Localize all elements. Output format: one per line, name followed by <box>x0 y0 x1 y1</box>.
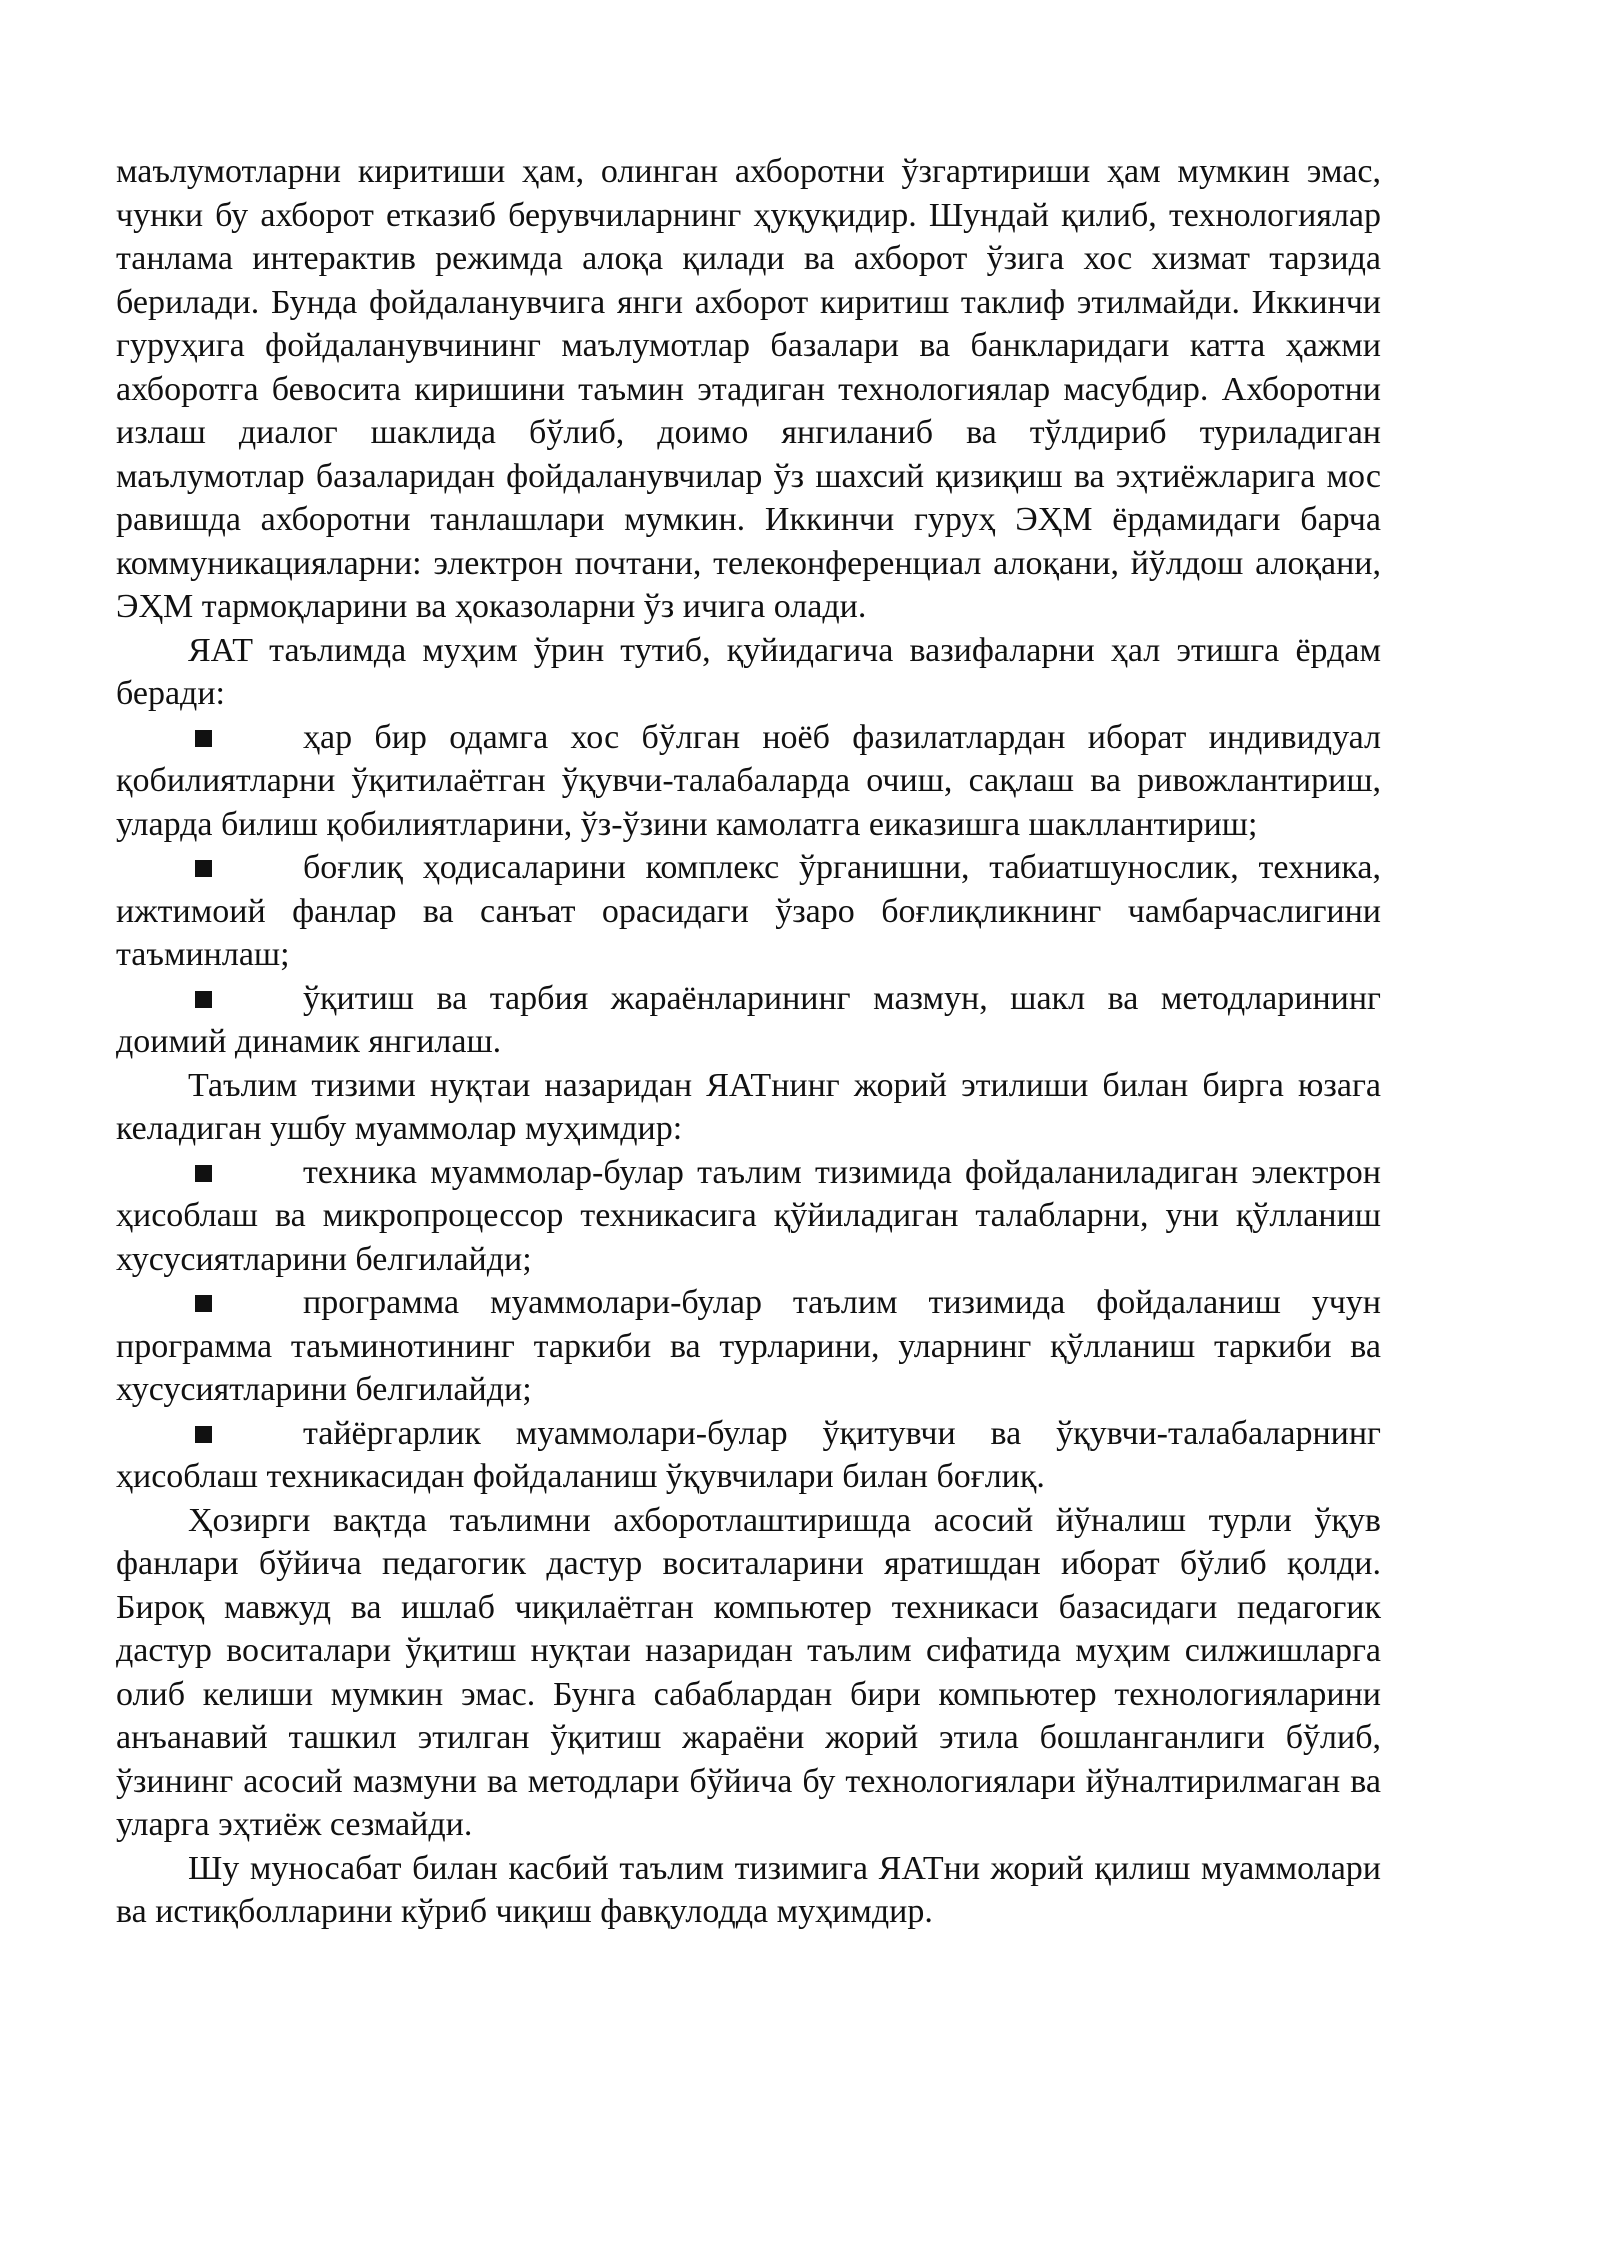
square-bullet-icon <box>195 860 212 877</box>
square-bullet-icon <box>195 1165 212 1182</box>
document-page <box>116 150 1381 1934</box>
paragraph-3: Таълим тизими нуқтаи назаридан ЯАТнинг жорий этилиши билан бирга юзага келадиган ушбу муаммолар муҳимдир: <box>116 1066 1381 1147</box>
bullet-item-2 <box>116 846 1381 977</box>
paragraph-1: маълумотларни киритиши ҳам, олинган ахборотни ўзгартириши ҳам мумкин эмас, чунки бу ахборот етказиб берувчиларнинг ҳуқуқидир. Шундай қилиб, технологиялар танлама интерактив режимда алоқа қилади ва ахборот ўзига хос хизмат тарзида берилади. Бунда фойдаланувчига янги ахборот киритиш таклиф этилмайди. Иккинчи гуруҳига фойдаланувчининг маълумотлар базалари ва банкларидаги катта ҳажми ахборотга бевосита киришини таъмин этадиган технологиялар масубдир. Ахборотни излаш диалог шаклида бўлиб, доимо янгиланиб ва тўлдириб туриладиган маълумотлар базаларидан фойдаланувчилар ўз шахсий қизиқиш ва эҳтиёжларига мос равишда ахборотни танлашлари мумкин. Иккинчи гуруҳ ЭҲМ ёрдамидаги барча коммуникацияларни: электрон почтани, телеконференциал алоқани, йўлдош алоқани, ЭҲМ тармоқларини ва ҳоказоларни ўз ичига олади. <box>116 153 1381 625</box>
paragraph-5: Шу муносабат билан касбий таълим тизимига ЯАТни жорий қилиш муаммолари ва истиқболларини кўриб чиқиш фавқулодда муҳимдир. <box>116 1849 1381 1930</box>
bullet-item-4 <box>116 1151 1381 1282</box>
bullet-item-3 <box>116 977 1381 1064</box>
bullet-text-6: тайёргарлик муаммолари-булар ўқитувчи ва ўқувчи-талабаларнинг ҳисоблаш техникасидан фойдаланиш ўқувчилари билан боғлиқ. <box>116 1414 1381 1495</box>
bullet-item-6 <box>116 1412 1381 1499</box>
paragraph-2: ЯАТ таълимда муҳим ўрин тутиб, қуйидагича вазифаларни ҳал этишга ёрдам беради: <box>116 631 1381 712</box>
bullet-text-3: ўқитиш ва тарбия жараёнларининг мазмун, шакл ва методларининг доимий динамик янгилаш. <box>116 979 1381 1060</box>
bullet-text-5: программа муаммолари-булар таълим тизимида фойдаланиш учун программа таъминотининг таркиби ва турларини, уларнинг қўлланиш таркиби ва хусусиятларини белгилайди; <box>116 1284 1381 1408</box>
square-bullet-icon <box>195 1426 212 1443</box>
paragraph-4: Ҳозирги вақтда таълимни ахборотлаштиришда асосий йўналиш турли ўқув фанлари бўйича педагогик дастур воситаларини яратишдан иборат бўлиб қолди. Бироқ мавжуд ва ишлаб чиқилаётган компьютер техникаси базасидаги педагогик дастур воситалари ўқитиш нуқтаи назаридан таълим сифатида муҳим силжишларга олиб келиши мумкин эмас. Бунга сабаблардан бири компьютер технологияларини анъанавий ташкил этилган ўқитиш жараёни жорий этила бошланганлиги бўлиб, ўзининг асосий мазмуни ва методлари бўйича бу технологиялари йўналтирилмаган ва уларга эҳтиёж сезмайди. <box>116 1501 1381 1843</box>
bullet-text-4: техника муаммолар-булар таълим тизимида фойдаланиладиган электрон ҳисоблаш ва микропроцессор техникасига қўйиладиган талабларни, уни қўлланиш хусусиятларини белгилайди; <box>116 1153 1381 1278</box>
bullet-text-1: ҳар бир одамга хос бўлган ноёб фазилатлардан иборат индивидуал қобилиятларни ўқитилаётган ўқувчи-талабаларда очиш, сақлаш ва ривожлантириш, уларда билиш қобилиятларини, ўз-ўзини камолатга еиказишга шакллантириш; <box>116 718 1381 843</box>
square-bullet-icon <box>195 730 212 747</box>
bullet-item-1 <box>116 716 1381 847</box>
bullet-text-2: боғлиқ ҳодисаларини комплекс ўрганишни, табиатшунослик, техника, ижтимоий фанлар ва санъат орасидаги ўзаро боғлиқликнинг чамбарчаслигини таъминлаш; <box>116 849 1381 973</box>
square-bullet-icon <box>195 1295 212 1312</box>
square-bullet-icon <box>195 991 212 1008</box>
bullet-item-5 <box>116 1281 1381 1412</box>
